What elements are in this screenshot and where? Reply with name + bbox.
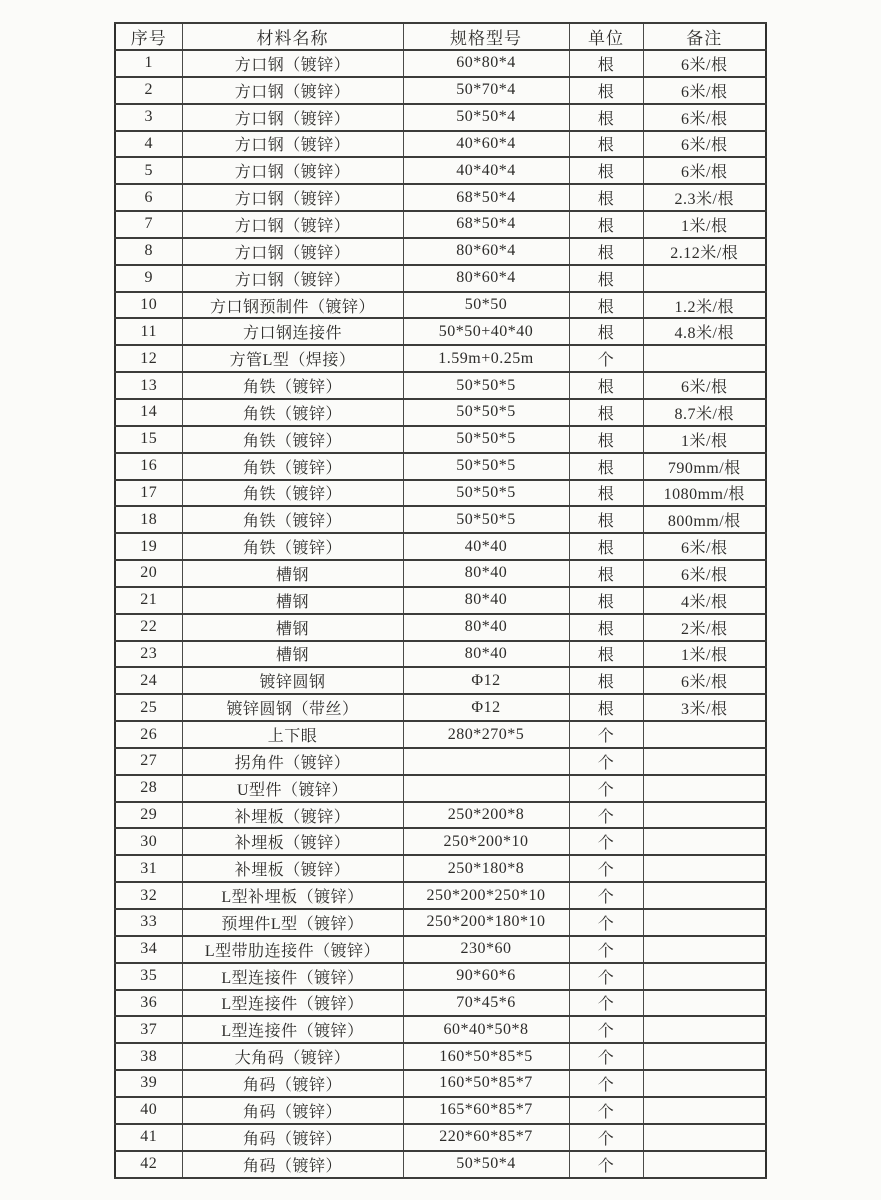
cell-unit: 个	[569, 1070, 643, 1097]
cell-note	[643, 802, 766, 829]
cell-name: 大角码（镀锌）	[182, 1043, 403, 1070]
cell-note	[643, 882, 766, 909]
cell-spec: 1.59m+0.25m	[403, 345, 569, 372]
cell-name: 方口钢（镀锌）	[182, 50, 403, 77]
cell-spec: 50*50*4	[403, 104, 569, 131]
table-row	[115, 775, 766, 802]
cell-no: 32	[115, 882, 182, 909]
cell-spec: 250*200*8	[403, 802, 569, 829]
cell-note: 800mm/根	[643, 506, 766, 533]
cell-spec: 90*60*6	[403, 963, 569, 990]
cell-note: 6米/根	[643, 131, 766, 158]
cell-spec: 80*60*4	[403, 265, 569, 292]
cell-no: 38	[115, 1043, 182, 1070]
cell-note	[643, 721, 766, 748]
cell-note: 6米/根	[643, 77, 766, 104]
cell-unit: 根	[569, 667, 643, 694]
table-row	[115, 882, 766, 909]
cell-unit: 根	[569, 157, 643, 184]
cell-note: 2.12米/根	[643, 238, 766, 265]
cell-no: 30	[115, 828, 182, 855]
table-row	[115, 721, 766, 748]
cell-name: 角铁（镀锌）	[182, 533, 403, 560]
cell-spec: 50*50*5	[403, 506, 569, 533]
cell-no: 35	[115, 963, 182, 990]
cell-unit: 个	[569, 775, 643, 802]
cell-spec: Φ12	[403, 667, 569, 694]
table-row	[115, 506, 766, 533]
cell-spec: 230*60	[403, 936, 569, 963]
table-row	[115, 318, 766, 345]
cell-unit: 个	[569, 909, 643, 936]
cell-no: 34	[115, 936, 182, 963]
cell-note	[643, 1097, 766, 1124]
cell-unit: 根	[569, 560, 643, 587]
cell-unit: 个	[569, 345, 643, 372]
cell-spec: 80*60*4	[403, 238, 569, 265]
cell-note: 6米/根	[643, 372, 766, 399]
cell-note: 6米/根	[643, 667, 766, 694]
table-row	[115, 453, 766, 480]
cell-spec	[403, 775, 569, 802]
cell-unit: 根	[569, 184, 643, 211]
cell-no: 9	[115, 265, 182, 292]
cell-unit: 根	[569, 292, 643, 319]
cell-spec: 250*180*8	[403, 855, 569, 882]
cell-unit: 个	[569, 936, 643, 963]
cell-no: 21	[115, 587, 182, 614]
cell-unit: 根	[569, 587, 643, 614]
cell-spec: 70*45*6	[403, 990, 569, 1017]
cell-name: 方口钢（镀锌）	[182, 211, 403, 238]
cell-spec: 50*50	[403, 292, 569, 319]
cell-no: 17	[115, 480, 182, 507]
cell-unit: 根	[569, 614, 643, 641]
cell-note: 1米/根	[643, 426, 766, 453]
cell-note	[643, 748, 766, 775]
cell-name: L型连接件（镀锌）	[182, 963, 403, 990]
cell-spec: 60*80*4	[403, 50, 569, 77]
cell-unit: 根	[569, 533, 643, 560]
cell-note: 4.8米/根	[643, 318, 766, 345]
table-row	[115, 480, 766, 507]
cell-unit: 个	[569, 1124, 643, 1151]
cell-name: 槽钢	[182, 560, 403, 587]
cell-spec: 80*40	[403, 641, 569, 668]
cell-spec: 250*200*180*10	[403, 909, 569, 936]
cell-name: 槽钢	[182, 614, 403, 641]
cell-no: 18	[115, 506, 182, 533]
cell-no: 5	[115, 157, 182, 184]
cell-unit: 个	[569, 882, 643, 909]
cell-no: 10	[115, 292, 182, 319]
cell-note	[643, 1016, 766, 1043]
cell-note: 1米/根	[643, 641, 766, 668]
cell-unit: 根	[569, 641, 643, 668]
cell-name: 角铁（镀锌）	[182, 399, 403, 426]
cell-note: 790mm/根	[643, 453, 766, 480]
cell-no: 15	[115, 426, 182, 453]
cell-name: 方口钢连接件	[182, 318, 403, 345]
table-row	[115, 292, 766, 319]
cell-no: 41	[115, 1124, 182, 1151]
table-row	[115, 184, 766, 211]
cell-note	[643, 828, 766, 855]
cell-no: 36	[115, 990, 182, 1017]
column-header-no: 序号	[115, 23, 182, 50]
cell-spec: 50*50*5	[403, 426, 569, 453]
cell-no: 2	[115, 77, 182, 104]
cell-no: 27	[115, 748, 182, 775]
table-row	[115, 694, 766, 721]
table-row	[115, 1016, 766, 1043]
cell-note: 4米/根	[643, 587, 766, 614]
cell-unit: 个	[569, 1016, 643, 1043]
table-row	[115, 345, 766, 372]
cell-unit: 根	[569, 506, 643, 533]
cell-name: 角铁（镀锌）	[182, 506, 403, 533]
cell-spec: 50*50*5	[403, 453, 569, 480]
table-row	[115, 265, 766, 292]
cell-no: 29	[115, 802, 182, 829]
cell-spec: 50*50*5	[403, 399, 569, 426]
cell-spec: 160*50*85*5	[403, 1043, 569, 1070]
cell-name: L型连接件（镀锌）	[182, 990, 403, 1017]
cell-no: 4	[115, 131, 182, 158]
cell-no: 20	[115, 560, 182, 587]
cell-no: 8	[115, 238, 182, 265]
table-row	[115, 50, 766, 77]
cell-note	[643, 1151, 766, 1178]
table-row	[115, 614, 766, 641]
cell-note	[643, 1043, 766, 1070]
cell-note: 6米/根	[643, 50, 766, 77]
cell-unit: 根	[569, 50, 643, 77]
cell-spec: 80*40	[403, 614, 569, 641]
cell-spec: 50*70*4	[403, 77, 569, 104]
cell-name: 角铁（镀锌）	[182, 426, 403, 453]
cell-unit: 个	[569, 855, 643, 882]
cell-no: 12	[115, 345, 182, 372]
cell-name: L型补埋板（镀锌）	[182, 882, 403, 909]
cell-unit: 根	[569, 453, 643, 480]
table-row	[115, 560, 766, 587]
cell-name: 方口钢（镀锌）	[182, 184, 403, 211]
cell-name: 方口钢（镀锌）	[182, 104, 403, 131]
cell-name: 方口钢（镀锌）	[182, 77, 403, 104]
table-row	[115, 963, 766, 990]
cell-note: 2.3米/根	[643, 184, 766, 211]
cell-name: 角铁（镀锌）	[182, 480, 403, 507]
table-row	[115, 855, 766, 882]
cell-no: 3	[115, 104, 182, 131]
cell-name: 预埋件L型（镀锌）	[182, 909, 403, 936]
cell-no: 42	[115, 1151, 182, 1178]
cell-unit: 个	[569, 990, 643, 1017]
cell-spec: Φ12	[403, 694, 569, 721]
cell-name: 镀锌圆钢（带丝）	[182, 694, 403, 721]
table-row	[115, 131, 766, 158]
table-row	[115, 748, 766, 775]
cell-unit: 根	[569, 318, 643, 345]
table-row	[115, 667, 766, 694]
cell-no: 14	[115, 399, 182, 426]
table-row	[115, 909, 766, 936]
cell-name: 槽钢	[182, 587, 403, 614]
cell-no: 25	[115, 694, 182, 721]
cell-unit: 根	[569, 372, 643, 399]
cell-note	[643, 909, 766, 936]
cell-no: 39	[115, 1070, 182, 1097]
cell-unit: 个	[569, 748, 643, 775]
cell-unit: 根	[569, 131, 643, 158]
cell-name: 角铁（镀锌）	[182, 372, 403, 399]
cell-note	[643, 1124, 766, 1151]
cell-note: 1080mm/根	[643, 480, 766, 507]
cell-name: 角码（镀锌）	[182, 1097, 403, 1124]
cell-spec: 68*50*4	[403, 211, 569, 238]
cell-name: 槽钢	[182, 641, 403, 668]
cell-unit: 根	[569, 426, 643, 453]
cell-name: 方口钢（镀锌）	[182, 131, 403, 158]
cell-note	[643, 345, 766, 372]
cell-unit: 个	[569, 1043, 643, 1070]
cell-note: 1米/根	[643, 211, 766, 238]
cell-no: 40	[115, 1097, 182, 1124]
cell-spec: 220*60*85*7	[403, 1124, 569, 1151]
table-row	[115, 77, 766, 104]
cell-unit: 个	[569, 963, 643, 990]
cell-no: 33	[115, 909, 182, 936]
column-header-name: 材料名称	[182, 23, 403, 50]
cell-unit: 个	[569, 1097, 643, 1124]
cell-name: 上下眼	[182, 721, 403, 748]
cell-no: 6	[115, 184, 182, 211]
cell-unit: 根	[569, 694, 643, 721]
column-header-spec: 规格型号	[403, 23, 569, 50]
column-header-unit: 单位	[569, 23, 643, 50]
cell-unit: 根	[569, 238, 643, 265]
cell-unit: 根	[569, 104, 643, 131]
cell-name: 拐角件（镀锌）	[182, 748, 403, 775]
cell-no: 19	[115, 533, 182, 560]
cell-no: 13	[115, 372, 182, 399]
cell-note	[643, 990, 766, 1017]
cell-name: 方管L型（焊接）	[182, 345, 403, 372]
table-row	[115, 1070, 766, 1097]
table-row	[115, 372, 766, 399]
cell-note: 3米/根	[643, 694, 766, 721]
table-row	[115, 1151, 766, 1178]
cell-no: 23	[115, 641, 182, 668]
cell-note: 1.2米/根	[643, 292, 766, 319]
cell-no: 24	[115, 667, 182, 694]
cell-spec: 40*40*4	[403, 157, 569, 184]
cell-no: 1	[115, 50, 182, 77]
cell-spec: 50*50+40*40	[403, 318, 569, 345]
cell-unit: 根	[569, 211, 643, 238]
cell-unit: 根	[569, 480, 643, 507]
cell-note	[643, 265, 766, 292]
cell-spec: 250*200*10	[403, 828, 569, 855]
cell-no: 7	[115, 211, 182, 238]
cell-no: 26	[115, 721, 182, 748]
cell-note	[643, 855, 766, 882]
table-row	[115, 828, 766, 855]
cell-spec: 280*270*5	[403, 721, 569, 748]
cell-name: 补埋板（镀锌）	[182, 855, 403, 882]
table-row	[115, 587, 766, 614]
cell-note	[643, 775, 766, 802]
cell-unit: 个	[569, 802, 643, 829]
table-row	[115, 1097, 766, 1124]
cell-spec: 80*40	[403, 587, 569, 614]
cell-note: 8.7米/根	[643, 399, 766, 426]
table-row	[115, 157, 766, 184]
table-row	[115, 802, 766, 829]
column-header-note: 备注	[643, 23, 766, 50]
cell-note: 6米/根	[643, 560, 766, 587]
table-row	[115, 426, 766, 453]
cell-note: 2米/根	[643, 614, 766, 641]
cell-unit: 根	[569, 77, 643, 104]
cell-note	[643, 1070, 766, 1097]
table-row	[115, 211, 766, 238]
cell-spec	[403, 748, 569, 775]
cell-spec: 60*40*50*8	[403, 1016, 569, 1043]
cell-name: 角码（镀锌）	[182, 1124, 403, 1151]
cell-unit: 个	[569, 721, 643, 748]
cell-name: L型带肋连接件（镀锌）	[182, 936, 403, 963]
cell-spec: 40*40	[403, 533, 569, 560]
table-row	[115, 1124, 766, 1151]
cell-name: 角码（镀锌）	[182, 1151, 403, 1178]
cell-no: 37	[115, 1016, 182, 1043]
table-row	[115, 641, 766, 668]
table-row	[115, 533, 766, 560]
cell-no: 16	[115, 453, 182, 480]
cell-name: U型件（镀锌）	[182, 775, 403, 802]
cell-note: 6米/根	[643, 104, 766, 131]
table-row	[115, 990, 766, 1017]
cell-spec: 50*50*4	[403, 1151, 569, 1178]
cell-spec: 50*50*5	[403, 372, 569, 399]
cell-name: 方口钢（镀锌）	[182, 157, 403, 184]
cell-spec: 68*50*4	[403, 184, 569, 211]
cell-no: 22	[115, 614, 182, 641]
table-header-row	[115, 23, 766, 50]
table-row	[115, 399, 766, 426]
cell-unit: 个	[569, 1151, 643, 1178]
cell-note: 6米/根	[643, 157, 766, 184]
cell-spec: 40*60*4	[403, 131, 569, 158]
cell-spec: 50*50*5	[403, 480, 569, 507]
cell-spec: 160*50*85*7	[403, 1070, 569, 1097]
table-row	[115, 1043, 766, 1070]
cell-name: 补埋板（镀锌）	[182, 828, 403, 855]
cell-name: 方口钢（镀锌）	[182, 238, 403, 265]
cell-no: 11	[115, 318, 182, 345]
cell-unit: 个	[569, 828, 643, 855]
materials-table	[114, 22, 767, 1179]
cell-spec: 250*200*250*10	[403, 882, 569, 909]
table-row	[115, 238, 766, 265]
cell-name: 角码（镀锌）	[182, 1070, 403, 1097]
cell-note	[643, 936, 766, 963]
cell-name: 方口钢预制件（镀锌）	[182, 292, 403, 319]
cell-name: 角铁（镀锌）	[182, 453, 403, 480]
cell-name: L型连接件（镀锌）	[182, 1016, 403, 1043]
table-row	[115, 104, 766, 131]
cell-name: 补埋板（镀锌）	[182, 802, 403, 829]
cell-no: 31	[115, 855, 182, 882]
cell-note: 6米/根	[643, 533, 766, 560]
cell-no: 28	[115, 775, 182, 802]
table-row	[115, 936, 766, 963]
cell-spec: 80*40	[403, 560, 569, 587]
cell-name: 方口钢（镀锌）	[182, 265, 403, 292]
cell-unit: 根	[569, 265, 643, 292]
cell-spec: 165*60*85*7	[403, 1097, 569, 1124]
cell-note	[643, 963, 766, 990]
cell-name: 镀锌圆钢	[182, 667, 403, 694]
cell-unit: 根	[569, 399, 643, 426]
